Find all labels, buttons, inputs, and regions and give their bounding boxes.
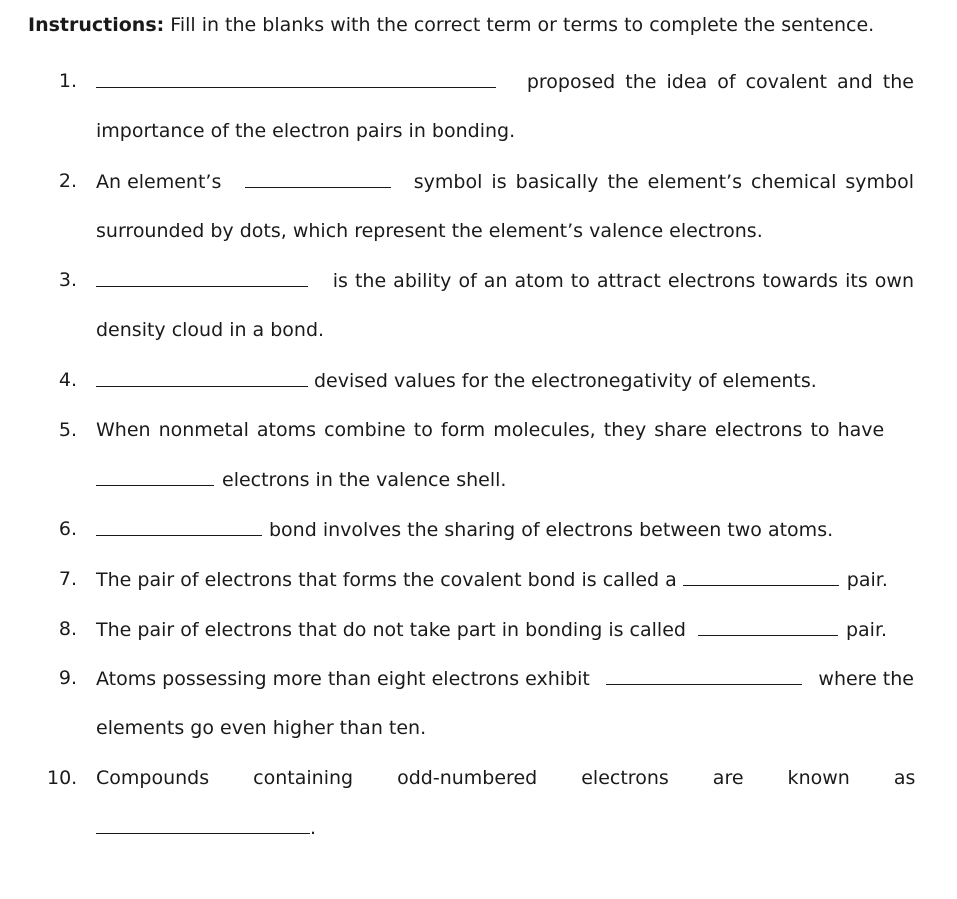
item-2-text-a: symbol is basically the element’s chemical symbol xyxy=(413,171,914,193)
item-10-line-2 xyxy=(96,815,316,840)
item-4-blank[interactable] xyxy=(96,368,308,387)
item-10-line-1 xyxy=(96,766,914,790)
item-1-number: 1. xyxy=(58,70,77,92)
item-4-number: 4. xyxy=(58,369,77,391)
item-7-line-1 xyxy=(96,567,888,592)
item-1-line-2: importance of the electron pairs in bonding. xyxy=(96,120,516,142)
item-5-number: 5. xyxy=(58,419,77,441)
item-10-text-a: Compounds containing odd-numbered electrons are known as xyxy=(96,767,916,789)
item-9-line-1 xyxy=(96,666,914,691)
item-3-line-1 xyxy=(96,268,914,293)
item-9-number: 9. xyxy=(58,667,77,689)
item-10-text-end: . xyxy=(310,817,317,839)
item-4-text-a: devised values for the electronegativity of elements. xyxy=(314,370,817,392)
item-9-line-2: elements go even higher than ten. xyxy=(96,717,427,739)
item-3-text-a: is the ability of an atom to attract electrons towards its own xyxy=(332,270,914,292)
item-7-text-pre: The pair of electrons that forms the covalent bond is called a xyxy=(96,569,677,591)
item-6-text-a: bond involves the sharing of electrons between two atoms. xyxy=(269,519,834,541)
item-4-line-1 xyxy=(96,368,817,393)
item-8-line-1 xyxy=(96,617,887,642)
item-6-blank[interactable] xyxy=(96,517,262,536)
item-8-text-post: pair. xyxy=(845,619,888,641)
item-1-blank[interactable] xyxy=(96,69,496,88)
item-9-text-pre: Atoms possessing more than eight electrons exhibit xyxy=(96,668,590,690)
instructions-text: Fill in the blanks with the correct term or terms to complete the sentence. xyxy=(164,14,875,36)
item-6-line-1 xyxy=(96,517,833,542)
item-2-number: 2. xyxy=(58,170,77,192)
item-5-line-2 xyxy=(96,467,506,492)
item-10-blank[interactable] xyxy=(96,815,310,834)
item-8-text-pre: The pair of electrons that do not take part in bonding is called xyxy=(96,619,686,641)
item-9-text-post: where the xyxy=(818,668,914,690)
item-3-blank[interactable] xyxy=(96,268,308,287)
item-5-line-1 xyxy=(96,418,914,442)
item-3-number: 3. xyxy=(58,269,77,291)
item-8-number: 8. xyxy=(58,618,77,640)
item-9-blank[interactable] xyxy=(606,666,802,685)
item-2-text-pre: An element’s xyxy=(96,171,222,193)
item-7-number: 7. xyxy=(58,568,77,590)
item-3-line-2: density cloud in a bond. xyxy=(96,319,325,341)
instructions-label: Instructions: xyxy=(28,14,165,36)
item-6-number: 6. xyxy=(58,518,77,540)
item-10-number: 10. xyxy=(47,767,78,789)
item-1-text-a: proposed the idea of covalent and the xyxy=(526,71,914,93)
item-5-text-a: When nonmetal atoms combine to form molecules, they share electrons to have xyxy=(96,419,885,441)
item-7-blank[interactable] xyxy=(683,567,839,586)
item-1-line-1 xyxy=(96,69,914,94)
item-8-blank[interactable] xyxy=(698,617,838,636)
item-2-line-2: surrounded by dots, which represent the element’s valence electrons. xyxy=(96,220,763,242)
item-5-text-b: electrons in the valence shell. xyxy=(222,469,507,491)
item-7-text-post: pair. xyxy=(846,569,888,591)
instructions-heading xyxy=(28,13,874,37)
item-2-blank[interactable] xyxy=(245,169,391,188)
item-2-line-1 xyxy=(96,169,914,194)
item-5-blank[interactable] xyxy=(96,467,214,486)
